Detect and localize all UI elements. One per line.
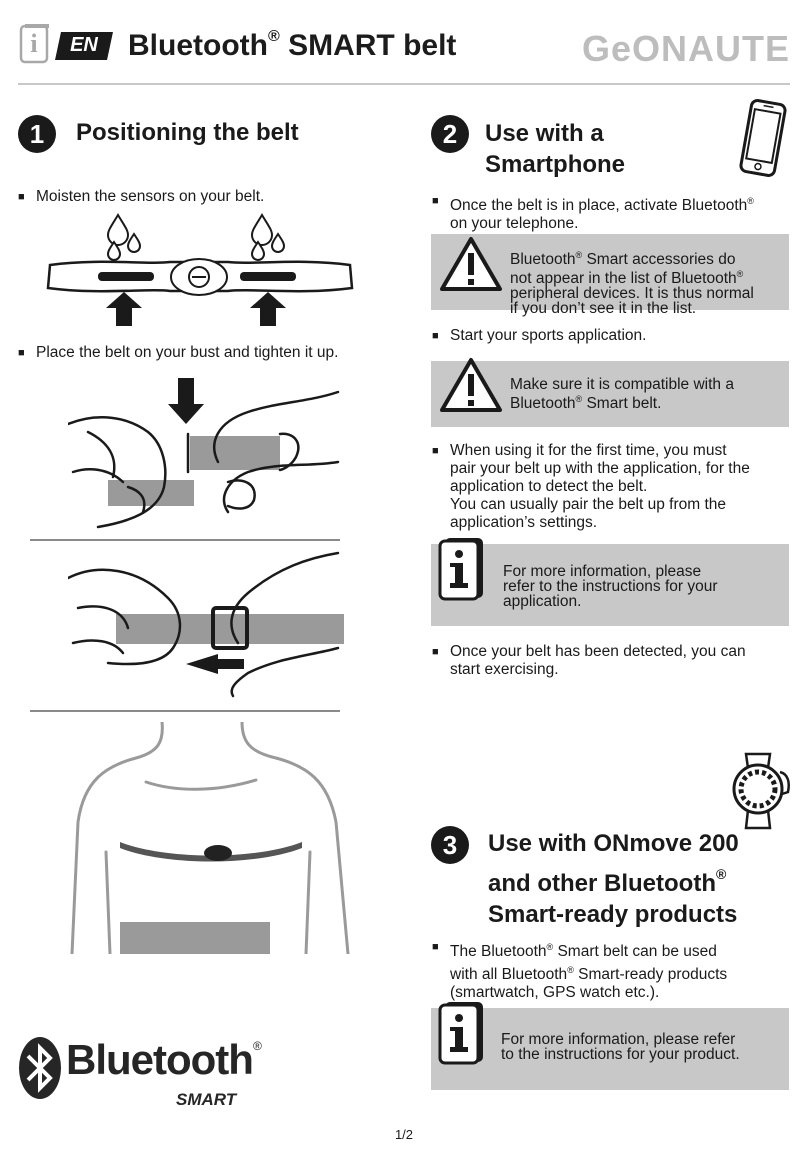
bluetooth-rune-icon bbox=[18, 1036, 62, 1100]
bluetooth-logo-smart: SMART bbox=[176, 1090, 237, 1109]
info-booklet-icon bbox=[437, 536, 487, 602]
belt-illustration bbox=[40, 210, 358, 330]
hands-adjust-illustration bbox=[68, 548, 348, 698]
bullet-moisten: ■ Moisten the sensors on your belt. bbox=[18, 188, 264, 206]
watch-icon bbox=[724, 748, 792, 832]
warning-icon bbox=[439, 236, 503, 292]
section-2-title: Use with a Smartphone bbox=[485, 120, 626, 178]
bullet-start-exercising: ■ Once your belt has been detected, you can start exercising. bbox=[432, 643, 746, 679]
hands-attach-illustration bbox=[68, 372, 348, 532]
info-badge-icon bbox=[18, 24, 50, 64]
warning-box-compatible: Make sure it is compatible with a Bluetooth® Smart belt. bbox=[431, 361, 789, 427]
brand-logo: GeONAUTE bbox=[581, 28, 790, 69]
info-box-instructions: For more information, please refer to the instructions for your application. bbox=[431, 544, 789, 626]
language-label: EN bbox=[70, 34, 98, 56]
page-number: 1/2 bbox=[394, 1127, 414, 1142]
illustration-divider-1 bbox=[30, 539, 340, 541]
bullet-compatible-products: ■ The Bluetooth® Smart belt can be used with all Bluetooth® Smart-ready products (smartwatch, GPS watch etc.). bbox=[432, 938, 727, 1002]
step-1-badge: 1 bbox=[18, 115, 56, 153]
torso-illustration bbox=[66, 722, 356, 954]
warning-box-accessories: Bluetooth® Smart accessories do not appear in the list of Bluetooth® peripheral devices. It is thus normal if you don’t see it in the list. bbox=[431, 234, 789, 310]
bullet-start-app: ■ Start your sports application. bbox=[432, 327, 646, 345]
document-title: Bluetooth® SMART belt bbox=[128, 28, 457, 62]
bullet-activate-bluetooth: ■ Once the belt is in place, activate Bluetooth® on your telephone. bbox=[432, 192, 754, 233]
info-badge-label: i bbox=[30, 29, 38, 58]
smartphone-icon bbox=[738, 98, 788, 178]
section-3-title: Use with ONmove 200 and other Bluetooth® Smart-ready products bbox=[488, 830, 739, 928]
bullet-place-belt: ■ Place the belt on your bust and tighten it up. bbox=[18, 344, 338, 362]
step-2-badge: 2 bbox=[431, 115, 469, 153]
step-3-badge: 3 bbox=[431, 826, 469, 864]
info-booklet-icon bbox=[437, 1000, 487, 1066]
bullet-pair-belt: ■ When using it for the first time, you must pair your belt up with the application, for the application to detect the belt. You can usually pair the belt up from the application’s settings. bbox=[432, 442, 750, 532]
bluetooth-logo-text: Bluetooth® bbox=[66, 1036, 261, 1083]
info-box-product: For more information, please refer to the instructions for your product. bbox=[431, 1008, 789, 1090]
header-divider bbox=[18, 83, 790, 85]
warning-icon bbox=[439, 357, 503, 413]
section-1-title: Positioning the belt bbox=[76, 119, 299, 146]
illustration-divider-2 bbox=[30, 710, 340, 712]
